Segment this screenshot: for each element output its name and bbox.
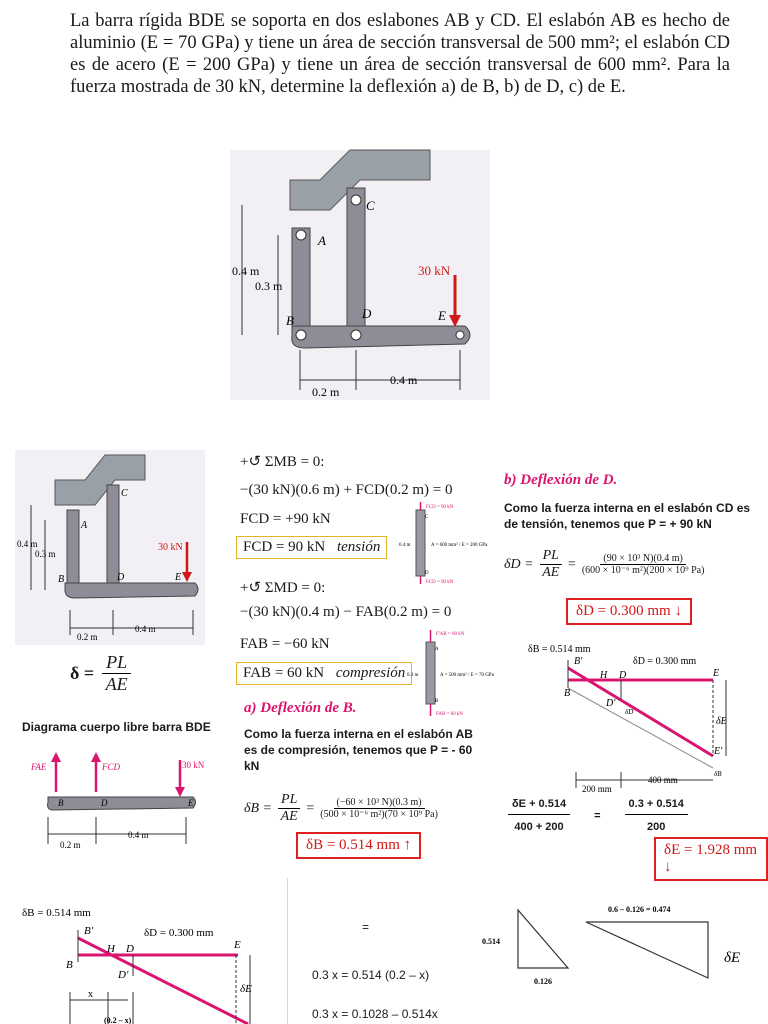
fbd-d: D — [101, 798, 108, 808]
cd-link-mini — [398, 502, 488, 585]
part-a-result: δB = 0.514 mm ↑ — [296, 832, 421, 859]
tri-side: 0.514 — [482, 937, 500, 946]
small-figure — [15, 450, 205, 645]
ab-props: A = 500 mm² / E = 70 GPa — [440, 673, 494, 678]
dd-b1: B' — [574, 656, 583, 667]
fbd-w1: 0.2 m — [60, 840, 81, 850]
bottom-equals: = — [362, 920, 370, 934]
fab-state: compresión — [335, 665, 406, 681]
fbd-title: Diagrama cuerpo libre barra BDE — [22, 720, 211, 734]
part-a-heading: a) Deflexión de B. — [244, 700, 357, 716]
label-d: D — [362, 306, 372, 321]
md-eq: +↺ ΣMD = 0: — [240, 580, 326, 596]
tri-de: δE — [724, 950, 741, 966]
part-b-lhs: δD = — [504, 556, 534, 572]
bd-x: x — [88, 989, 93, 1000]
formula-den: AE — [105, 674, 128, 694]
dd-e1: E' — [714, 746, 723, 757]
label-h1: 0.4 m — [232, 264, 260, 278]
part-a-formula: δB = $\frac{PL}{AE}$ = $\frac{\text{(−60 × 10³ N)(0.3 m)}}{\text{(500 × 10⁻⁶ m²)(70 × 10⁹ Pa)}}$ — [244, 792, 438, 824]
similar-triangles — [478, 900, 758, 1000]
label-b: B — [286, 313, 294, 328]
dd-h: H — [600, 670, 608, 681]
ab-len: 0.3 m — [407, 673, 419, 678]
cd-bottom: FCD = 90 kN — [426, 580, 454, 585]
small-label-w1: 0.2 m — [77, 632, 98, 642]
bd-e: E — [234, 939, 241, 951]
part-c-n1: δE + 0.514 — [508, 798, 570, 815]
bd-db: δB = 0.514 mm — [22, 907, 91, 919]
mb-line: −(30 kN)(0.6 m) + FCD(0.2 m) = 0 — [240, 482, 453, 498]
fbd-fab: FAE — [31, 762, 47, 772]
fab-result-box — [236, 662, 412, 685]
dd-dsmall: δD — [625, 708, 634, 716]
cd-c: C — [425, 515, 429, 520]
part-b-ae: AE — [542, 565, 560, 580]
fbd-e: E — [188, 798, 194, 808]
part-a-ae: AE — [280, 809, 298, 824]
dd-b: B — [564, 688, 571, 699]
cd-top: FCD = 90 kN — [426, 505, 454, 510]
deflection-diagram — [508, 640, 748, 795]
dd-d: D — [619, 670, 627, 681]
dd-w1: 200 mm — [582, 784, 612, 794]
fcd-result: FCD = 90 kN — [243, 539, 326, 555]
delta-formula — [70, 652, 131, 695]
small-label-a: A — [81, 520, 88, 531]
bd-b: B — [66, 959, 73, 971]
dd-db: δB = 0.514 mm — [528, 644, 591, 655]
label-force: 30 kN — [418, 263, 451, 278]
bd-d: D — [126, 943, 134, 955]
ab-bottom: FAB = 60 kN — [436, 712, 464, 717]
part-b-den: (600 × 10⁻⁶ m²)(200 × 10⁹ Pa) — [581, 565, 705, 576]
small-label-h1: 0.4 m — [17, 539, 38, 549]
delta-symbol: δ = — [70, 663, 95, 683]
fcd-state: tensión — [336, 539, 381, 555]
small-label-c: C — [121, 488, 128, 499]
small-label-h2: 0.3 m — [35, 549, 56, 559]
formula-num: PL — [102, 652, 131, 674]
fbd-b: B — [58, 798, 64, 808]
cd-d: D — [425, 571, 429, 576]
bd-de: δE — [240, 983, 252, 995]
bottom-eq1: 0.3 x = 0.514 (0.2 – x) — [312, 968, 430, 982]
bottom-diagram — [18, 900, 280, 1024]
fbd-force: 30 kN — [182, 760, 205, 770]
dd-de: δE — [716, 716, 727, 727]
part-b-text: Como la fuerza interna en el eslabón CD es de tensión, tenemos que P = + 90 kN — [504, 501, 751, 531]
small-label-b: B — [58, 574, 65, 585]
ab-link-mini — [404, 628, 494, 718]
fbd-w2: 0.4 m — [128, 830, 149, 840]
part-c-eq: = — [594, 809, 601, 822]
divider — [287, 878, 288, 1024]
tri-base: 0.126 — [534, 977, 552, 986]
ab-top: F'AB = 60 kN — [436, 632, 465, 637]
part-b-num: (90 × 10³ N)(0.4 m) — [600, 553, 685, 565]
fcd-result-box — [236, 536, 387, 559]
bd-d1: D' — [118, 969, 129, 981]
bd-b1: B' — [84, 925, 94, 937]
problem-statement — [70, 10, 730, 98]
dd-w2: 400 mm — [648, 775, 678, 785]
bar-bde — [292, 326, 470, 348]
label-w1: 0.2 m — [312, 385, 340, 399]
bd-h: H — [107, 943, 115, 955]
part-a-den: (500 × 10⁻⁶ m²)(70 × 10⁹ Pa) — [320, 809, 438, 820]
part-a-lhs: δB = — [244, 800, 273, 816]
fbd-figure — [28, 752, 218, 852]
fbd-fcd: FCD — [102, 762, 120, 772]
part-b-pl: PL — [540, 548, 562, 565]
part-c-ratio — [508, 798, 688, 833]
small-label-d: D — [117, 572, 125, 583]
ab-a: A — [435, 647, 439, 652]
problem-text: La barra rígida BDE se soporta en dos eslabones AB y CD. El eslabón AB es hecho de aluminio (E = 70 GPa) y tiene un área de sección transversal de 500 mm²; el eslabón CD es de acero (E = 200 GPa) y tiene un área de sección transversal de 600 mm². Para la fuerza mostrada de 30 kN, determine la deflexión a) de B, b) de D, c) de E. — [70, 11, 730, 97]
small-label-w2: 0.4 m — [135, 624, 156, 634]
md-line: −(30 kN)(0.4 m) − FAB(0.2 m) = 0 — [240, 604, 452, 620]
label-e: E — [438, 308, 446, 323]
cd-props: A = 600 mm² / E = 200 GPa — [431, 543, 488, 548]
part-a-text: Como la fuerza interna en el eslabón AB es de compresión, tenemos que P = - 60 kN — [244, 727, 473, 773]
cd-len: 0.4 m — [399, 543, 411, 548]
label-w2: 0.4 m — [390, 373, 418, 387]
label-a: A — [318, 233, 326, 248]
dd-dbsmall: δB — [714, 770, 722, 778]
dd-e: E — [713, 668, 720, 679]
part-c-d2: 200 — [647, 821, 666, 833]
dd-dd: δD = 0.300 mm — [633, 656, 697, 667]
fab-result: FAB = 60 kN — [243, 665, 325, 681]
label-c: C — [366, 198, 375, 213]
part-a-pl: PL — [278, 792, 300, 809]
tri-top: 0.6 – 0.126 = 0.474 — [608, 905, 671, 914]
bd-dd: δD = 0.300 mm — [144, 927, 214, 939]
label-h2: 0.3 m — [255, 279, 283, 293]
small-label-force: 30 kN — [158, 542, 183, 553]
part-c-d1: 400 + 200 — [514, 821, 564, 833]
fcd-value: FCD = +90 kN — [240, 511, 331, 527]
part-b-formula: δD = $\frac{PL}{AE}$ = $\frac{\text{(90 × 10³ N)(0.4 m)}}{\text{(600 × 10⁻⁶ m²)(200 × 10⁹ Pa)}}$ — [504, 548, 705, 580]
mb-eq: +↺ ΣMB = 0: — [240, 454, 325, 470]
dd-d1: D' — [606, 698, 616, 709]
ab-b: B — [435, 699, 439, 704]
link-ab — [292, 228, 310, 338]
part-a-num: (−60 × 10³ N)(0.3 m) — [334, 797, 425, 809]
part-b-result: δD = 0.300 mm ↓ — [566, 598, 692, 625]
small-label-e: E — [175, 572, 182, 583]
bottom-eq2: 0.3 x = 0.1028 – 0.514x — [312, 1007, 438, 1021]
part-c-result: δE = 1.928 mm ↓ — [654, 837, 768, 881]
part-c-n2: 0.3 + 0.514 — [625, 798, 688, 815]
bd-rest: (0.2 – x) — [104, 1016, 132, 1024]
fab-value: FAB = −60 kN — [240, 636, 330, 652]
main-figure — [230, 150, 490, 400]
part-b-heading: b) Deflexión de D. — [504, 472, 618, 488]
